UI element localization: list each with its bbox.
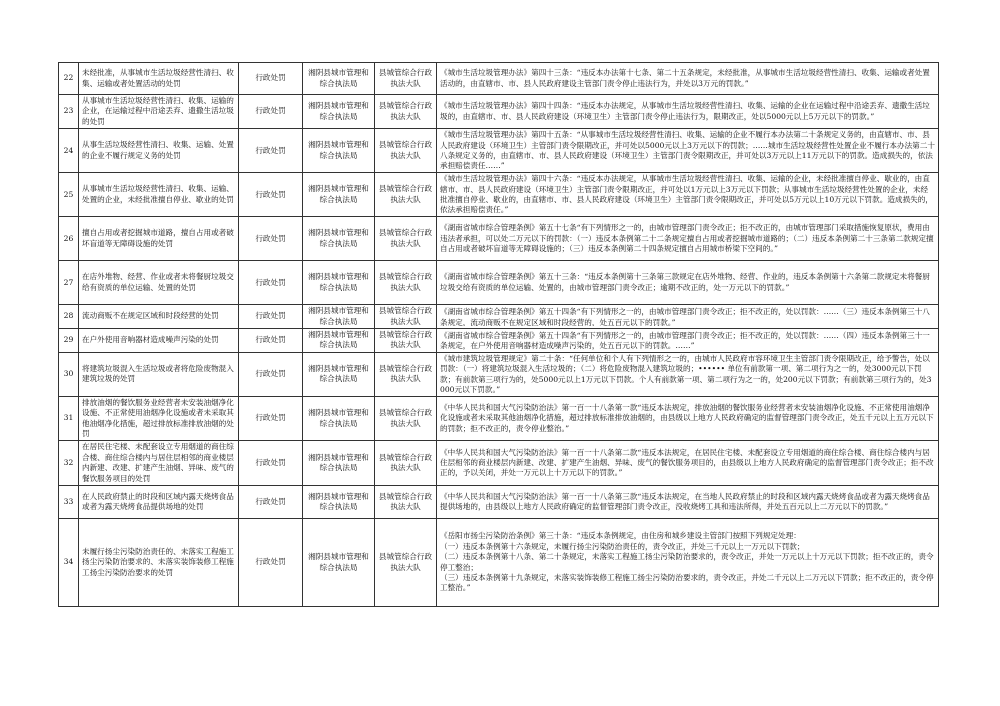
legal-basis-paragraph: 《城市生活垃圾管理办法》第四十三条：“违反本办法第十七条、第二十五条规定，未经批准，从事城市生活垃圾经营性清扫、收集、运输或者处置活动的，由直辖市、市、县人民政府建设主管部门责令停止违法行为，并处以3万元的罚款。” <box>440 68 930 88</box>
legal-basis-cell <box>437 217 939 261</box>
legal-basis-paragraph: 《城市建筑垃圾管理规定》第二十条：“任何单位和个人有下列情形之一的，由城市人民政府市容环境卫生主管部门责令限期改正，给予警告，处以罚款：（一）将建筑垃圾混入生活垃圾的；（二）将危险废物混入建筑垃圾的；•••••• 单位有前款第一项、第二项行为之一的，处3000元以下罚款；有前款第三项行为的，处5000元以上1万元以下罚款。个人有前款第一项、第二项行为之一的，处200元以下罚款；有前款第三项行为的，处3000元以下罚款。” <box>440 353 932 395</box>
table-row <box>59 217 939 261</box>
penalty-type-cell: 行政处罚 <box>239 396 303 441</box>
penalty-type-cell: 行政处罚 <box>239 329 303 353</box>
legal-basis-cell <box>437 486 939 519</box>
legal-basis-paragraph: 《城市生活垃圾管理办法》第四十四条：“违反本办法规定，从事城市生活垃圾经营性清扫、收集、运输的企业在运输过程中沿途丢弃、遗撒生活垃圾的，由直辖市、市、县人民政府建设（环境卫生）主管部门责令停止违法行为，限期改正，处以5000元以上5万元以下的罚款。” <box>440 101 930 121</box>
table-row <box>59 486 939 519</box>
enforcement-unit-cell: 县城管综合行政执法大队 <box>375 486 437 519</box>
penalty-type-cell: 行政处罚 <box>239 519 303 607</box>
penalty-item-cell: 在店外堆物、经营、作业或者未将餐厨垃圾交给有资质的单位运输、处置的处罚 <box>79 261 239 305</box>
legal-basis-paragraph: 《中华人民共和国大气污染防治法》第一百一十八条第二款“违反本法规定，在居民住宅楼、未配套设立专用烟道的商住综合楼、商住综合楼内与居住层相邻的商业楼层内新建、改建、扩建产生油烟、异味、废气的餐饮服务项目的，由县级以上地方人民政府确定的监督管理部门责令改正；拒不改正的，予以关闭，并处一万元以上十万元以下的罚款。” <box>440 447 934 478</box>
legal-basis-paragraph: 《城市生活垃圾管理办法》第四十五条：“从事城市生活垃圾经营性清扫、收集、运输的企业不履行本办法第二十条规定义务的，由直辖市、市、县人民政府建设（环境卫生）主管部门责令限期改正，并可处以5000元以上3万元以下的罚款；……城市生活垃圾经营性处置企业不履行本办法第二十八条规定义务的，由直辖市、市、县人民政府建设（环境卫生）主管部门责令限期改正，并可处以3万元以上11万元以下的罚款。造成损失的，依法承担赔偿责任……” <box>440 130 935 171</box>
regulation-document <box>58 62 938 607</box>
penalty-item-cell: 将建筑垃圾混入生活垃圾或者将危险废物混入建筑垃圾的处罚 <box>79 352 239 396</box>
penalty-item-cell: 未经批准，从事城市生活垃圾经营性清扫、收集、运输或者处置活动的处罚 <box>79 63 239 95</box>
row-number-cell: 34 <box>59 519 79 607</box>
row-number-cell: 25 <box>59 173 79 217</box>
penalty-item-cell: 在人民政府禁止的时段和区域内露天烧烤食品或者为露天烧烤食品提供场地的处罚 <box>79 486 239 519</box>
legal-basis-cell <box>437 305 939 329</box>
department-cell: 湘阴县城市管理和综合执法局 <box>303 173 375 217</box>
table-row <box>59 173 939 217</box>
department-cell: 湘阴县城市管理和综合执法局 <box>303 63 375 95</box>
row-number-cell: 33 <box>59 486 79 519</box>
department-cell: 湘阴县城市管理和综合执法局 <box>303 441 375 486</box>
legal-basis-cell <box>437 63 939 95</box>
table-row <box>59 305 939 329</box>
department-cell: 湘阴县城市管理和综合执法局 <box>303 519 375 607</box>
legal-basis-cell <box>437 396 939 441</box>
row-number-cell: 24 <box>59 129 79 173</box>
penalty-item-cell: 未履行扬尘污染防治责任的、未落实工程施工扬尘污染防治要求的、未落实装饰装修工程施工扬尘污染防治要求的处罚 <box>79 519 239 607</box>
penalty-type-cell: 行政处罚 <box>239 63 303 95</box>
enforcement-unit-cell: 县城管综合行政执法大队 <box>375 352 437 396</box>
legal-basis-paragraph: 《中华人民共和国大气污染防治法》第一百一十八条第三款“违反本法规定，在当地人民政府禁止的时段和区域内露天烧烤食品或者为露天烧烤食品提供场地的，由县级以上地方人民政府确定的监督管理部门责令改正，没收烧烤工具和违法所得，并处五百元以上二万元以下的罚款。” <box>440 491 930 512</box>
legal-basis-cell <box>437 95 939 129</box>
legal-basis-cell <box>437 441 939 486</box>
department-cell: 湘阴县城市管理和综合执法局 <box>303 486 375 519</box>
legal-basis-paragraph: （二）违反本条例第十八条、第二十条规定，未落实工程施工扬尘污染防治要求的，责令改正，并处一万元以上十万元以下罚款；拒不改正的，责令停工整治； <box>440 552 934 572</box>
row-number-cell: 27 <box>59 261 79 305</box>
department-cell: 湘阴县城市管理和综合执法局 <box>303 352 375 396</box>
penalty-item-cell: 从事生活垃圾经营性清扫、收集、运输、处置的企业不履行规定义务的处罚 <box>79 129 239 173</box>
penalty-item-cell: 擅自占用或者挖掘城市道路，擅自占用或者破坏盲道等无障碍设施的处罚 <box>79 217 239 261</box>
legal-basis-cell <box>437 352 939 396</box>
legal-basis-paragraph: 《湖南省城市综合管理条例》第五十四条“有下列情形之一的，由城市管理部门责令改正；拒不改正的，处以罚款：……（三）违反本条例第三十八条规定，流动商贩不在规定区域和时段经营的，处五百元以下的罚款。” <box>440 307 930 327</box>
legal-basis-paragraph: 《湖南省城市综合管理条例》第五十三条：“违反本条例第十三条第三款规定在店外堆物、经营、作业的，违反本条例第十六条第二款规定未将餐厨垃圾交给有资质的单位运输、处置的，由城市管理部门责令改正；逾期不改正的，处一万元以下的罚款。” <box>440 272 930 292</box>
department-cell: 湘阴县城市管理和综合执法局 <box>303 217 375 261</box>
legal-basis-paragraph: 《城市生活垃圾管理办法》第四十六条：“违反本办法规定，从事城市生活垃圾经营性清扫、收集、运输的企业，未经批准擅自停业、歇业的，由直辖市、市、县人民政府建设（环境卫生）主管部门责令限期改正，并可处以1万元以上3万元以下罚款；从事城市生活垃圾经营性处置的企业，未经批准擅自停业、歇业的，由直辖市、市、县人民政府建设（环境卫生）主管部门责令限期改正，并可处以5万元以上10万元以下罚款。造成损失的，依法承担赔偿责任。” <box>440 174 933 215</box>
enforcement-unit-cell: 县城管综合行政执法大队 <box>375 441 437 486</box>
penalty-item-cell: 在户外使用音响器材造成噪声污染的处罚 <box>79 329 239 353</box>
enforcement-unit-cell: 县城管综合行政执法大队 <box>375 173 437 217</box>
legal-basis-paragraph: 《湖南省城市综合管理条例》第五十七条“有下列情形之一的，由城市管理部门责令改正；拒不改正的，由城市管理部门采取措施恢复原状，费用由违法者承担，可以处二万元以下的罚款：（一）违反本条例第二十二条规定擅自占用或者挖掘城市道路的；（二）违反本条例第二十三条第二款规定擅自占用或者破坏盲道等无障碍设施的；（三）违反本条例第二十四条规定擅自占用城市桥梁下空间的。” <box>440 223 934 253</box>
department-cell: 湘阴县城市管理和综合执法局 <box>303 129 375 173</box>
penalty-table <box>58 62 939 607</box>
department-cell: 湘阴县城市管理和综合执法局 <box>303 396 375 441</box>
penalty-item-cell: 从事城市生活垃圾经营性清扫、收集、运输的企业，在运输过程中沿途丢弃、遗撒生活垃圾的处罚 <box>79 95 239 129</box>
row-number-cell: 32 <box>59 441 79 486</box>
enforcement-unit-cell: 县城管综合行政执法大队 <box>375 519 437 607</box>
legal-basis-cell <box>437 329 939 353</box>
enforcement-unit-cell: 县城管综合行政执法大队 <box>375 129 437 173</box>
table-row <box>59 519 939 607</box>
legal-basis-cell <box>437 173 939 217</box>
legal-basis-paragraph: （一）违反本条例第十六条规定，未履行扬尘污染防治责任的，责令改正，并处三千元以上一万元以下罚款； <box>440 541 805 551</box>
penalty-type-cell: 行政处罚 <box>239 217 303 261</box>
penalty-item-cell: 从事城市生活垃圾经营性清扫、收集、运输、处置的企业，未经批准擅自停业、歇业的处罚 <box>79 173 239 217</box>
enforcement-unit-cell: 县城管综合行政执法大队 <box>375 396 437 441</box>
row-number-cell: 28 <box>59 305 79 329</box>
penalty-item-cell: 排放油烟的餐饮服务业经营者未安装油烟净化设施、不正常使用油烟净化设施或者未采取其他油烟净化措施，超过排放标准排放油烟的处罚 <box>79 396 239 441</box>
legal-basis-cell <box>437 129 939 173</box>
enforcement-unit-cell: 县城管综合行政执法大队 <box>375 63 437 95</box>
table-row <box>59 441 939 486</box>
penalty-type-cell: 行政处罚 <box>239 129 303 173</box>
penalty-type-cell: 行政处罚 <box>239 441 303 486</box>
enforcement-unit-cell: 县城管综合行政执法大队 <box>375 95 437 129</box>
legal-basis-paragraph: 《岳阳市扬尘污染防治条例》第三十条：“违反本条例规定，由住房和城乡建设主管部门按照下列规定处理： <box>440 531 801 541</box>
row-number-cell: 26 <box>59 217 79 261</box>
table-row <box>59 63 939 95</box>
penalty-item-cell: 在居民住宅楼、未配套设立专用烟道的商住综合楼、商住综合楼内与居住层相邻的商业楼层内新建、改建、扩建产生油烟、异味、废气的餐饮服务项目的处罚 <box>79 441 239 486</box>
legal-basis-cell <box>437 261 939 305</box>
row-number-cell: 29 <box>59 329 79 353</box>
penalty-item-cell: 流动商贩不在规定区域和时段经营的处罚 <box>79 305 239 329</box>
legal-basis-paragraph: 《中华人民共和国大气污染防治法》第一百一十八条第一款“违反本法规定，排放油烟的餐饮服务业经营者未安装油烟净化设施、不正常使用油烟净化设施或者未采取其他油烟净化措施，超过排放标准排放油烟的，由县级以上地方人民政府确定的监督管理部门责令改正，处五千元以上五万元以下的罚款；拒不改正的，责令停业整治。” <box>440 403 934 433</box>
penalty-type-cell: 行政处罚 <box>239 95 303 129</box>
penalty-type-cell: 行政处罚 <box>239 352 303 396</box>
row-number-cell: 22 <box>59 63 79 95</box>
penalty-type-cell: 行政处罚 <box>239 261 303 305</box>
legal-basis-paragraph: 《湖南省城市综合管理条例》第五十四条“有下列情形之一的，由城市管理部门责令改正；拒不改正的，处以罚款：……（四）违反本条例第三十一条规定，在户外使用音响器材造成噪声污染的，处五百元以下的罚款。……” <box>440 330 930 350</box>
table-row <box>59 396 939 441</box>
row-number-cell: 30 <box>59 352 79 396</box>
table-row <box>59 129 939 173</box>
row-number-cell: 23 <box>59 95 79 129</box>
legal-basis-paragraph: （三）违反本条例第十九条规定，未落实装饰装修工程施工扬尘污染防治要求的，责令改正，并处二千元以上二万元以下罚款；拒不改正的，责令停工整治。” <box>440 573 934 593</box>
enforcement-unit-cell: 县城管综合行政执法大队 <box>375 305 437 329</box>
penalty-type-cell: 行政处罚 <box>239 173 303 217</box>
enforcement-unit-cell: 县城管综合行政执法大队 <box>375 217 437 261</box>
table-row <box>59 352 939 396</box>
department-cell: 湘阴县城市管理和综合执法局 <box>303 95 375 129</box>
legal-basis-cell <box>437 519 939 607</box>
department-cell: 湘阴县城市管理和综合执法局 <box>303 305 375 329</box>
penalty-type-cell: 行政处罚 <box>239 305 303 329</box>
table-row <box>59 261 939 305</box>
department-cell: 湘阴县城市管理和综合执法局 <box>303 261 375 305</box>
table-row <box>59 329 939 353</box>
penalty-type-cell: 行政处罚 <box>239 486 303 519</box>
department-cell: 湘阴县城市管理和综合执法局 <box>303 329 375 353</box>
row-number-cell: 31 <box>59 396 79 441</box>
enforcement-unit-cell: 县城管综合行政执法大队 <box>375 261 437 305</box>
table-row <box>59 95 939 129</box>
enforcement-unit-cell: 县城管综合行政执法大队 <box>375 329 437 353</box>
